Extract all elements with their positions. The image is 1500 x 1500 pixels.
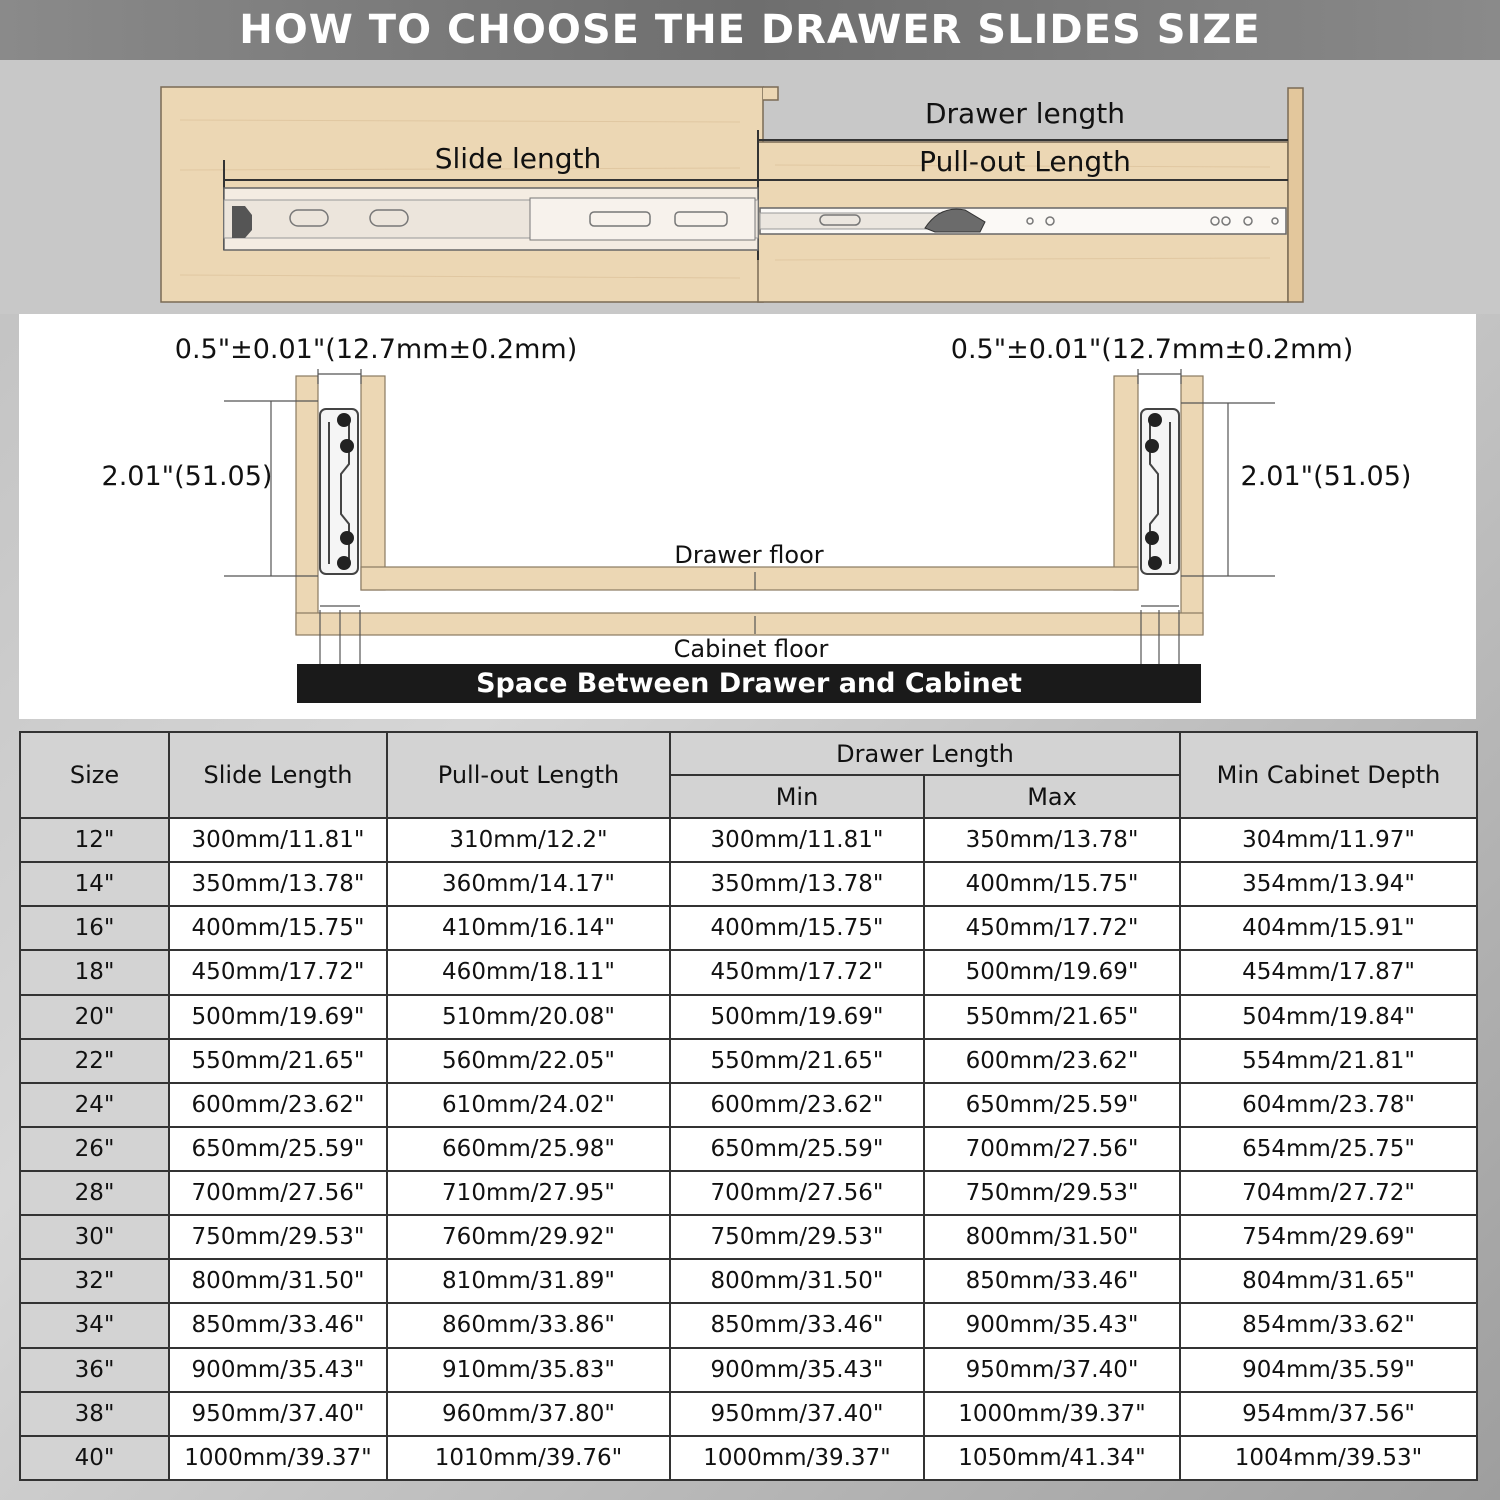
table-cell: 950mm/37.40" bbox=[169, 1392, 387, 1436]
cabinet-floor-label: Cabinet floor bbox=[673, 635, 829, 663]
table-cell: 750mm/29.53" bbox=[670, 1215, 924, 1259]
table-row bbox=[20, 1127, 1477, 1171]
table-cell: 650mm/25.59" bbox=[670, 1127, 924, 1171]
right-slide-profile bbox=[1141, 409, 1179, 574]
table-cell: 460mm/18.11" bbox=[387, 950, 670, 994]
table-cell: 954mm/37.56" bbox=[1180, 1392, 1477, 1436]
table-cell: 310mm/12.2" bbox=[387, 818, 670, 862]
header-min-cabinet-depth: Min Cabinet Depth bbox=[1180, 732, 1477, 818]
table-cell: 800mm/31.50" bbox=[670, 1259, 924, 1303]
table-cell: 560mm/22.05" bbox=[387, 1039, 670, 1083]
header-size: Size bbox=[20, 732, 169, 818]
table-row bbox=[20, 950, 1477, 994]
table-cell: 810mm/31.89" bbox=[387, 1259, 670, 1303]
table-cell: 800mm/31.50" bbox=[924, 1215, 1180, 1259]
table-row bbox=[20, 1171, 1477, 1215]
table-cell: 700mm/27.56" bbox=[169, 1171, 387, 1215]
table-cell: 904mm/35.59" bbox=[1180, 1348, 1477, 1392]
table-cell: 900mm/35.43" bbox=[670, 1348, 924, 1392]
table-cell: 354mm/13.94" bbox=[1180, 862, 1477, 906]
page-title: HOW TO CHOOSE THE DRAWER SLIDES SIZE bbox=[0, 0, 1500, 60]
left-height-label: 2.01"(51.05) bbox=[101, 461, 273, 492]
table-cell: 860mm/33.86" bbox=[387, 1303, 670, 1347]
table-row bbox=[20, 1259, 1477, 1303]
table-cell: 400mm/15.75" bbox=[924, 862, 1180, 906]
table-cell: 900mm/35.43" bbox=[924, 1303, 1180, 1347]
table-cell: 850mm/33.46" bbox=[169, 1303, 387, 1347]
right-cabinet-wall bbox=[1181, 376, 1203, 634]
table-cell: 350mm/13.78" bbox=[670, 862, 924, 906]
table-row bbox=[20, 1215, 1477, 1259]
table-row bbox=[20, 906, 1477, 950]
header-drawer-length: Drawer Length bbox=[670, 732, 1180, 775]
left-slide-profile bbox=[320, 409, 358, 574]
table-cell: 500mm/19.69" bbox=[169, 995, 387, 1039]
table-cell: 450mm/17.72" bbox=[670, 950, 924, 994]
left-drawer-wall bbox=[361, 376, 385, 590]
table-cell: 404mm/15.91" bbox=[1180, 906, 1477, 950]
table-cell: 754mm/29.69" bbox=[1180, 1215, 1477, 1259]
table-cell: 350mm/13.78" bbox=[924, 818, 1180, 862]
table-cell: 610mm/24.02" bbox=[387, 1083, 670, 1127]
drawer-floor bbox=[361, 567, 1138, 590]
table-row bbox=[20, 1039, 1477, 1083]
table-cell: 660mm/25.98" bbox=[387, 1127, 670, 1171]
table-cell: 450mm/17.72" bbox=[169, 950, 387, 994]
size-cell: 32" bbox=[20, 1259, 169, 1303]
table-cell: 760mm/29.92" bbox=[387, 1215, 670, 1259]
table-row bbox=[20, 1303, 1477, 1347]
table-cell: 650mm/25.59" bbox=[924, 1083, 1180, 1127]
table-cell: 300mm/11.81" bbox=[670, 818, 924, 862]
left-cabinet-wall bbox=[296, 376, 318, 634]
size-cell: 22" bbox=[20, 1039, 169, 1083]
table-row bbox=[20, 995, 1477, 1039]
table-cell: 500mm/19.69" bbox=[924, 950, 1180, 994]
table-cell: 650mm/25.59" bbox=[169, 1127, 387, 1171]
table-cell: 350mm/13.78" bbox=[169, 862, 387, 906]
table-cell: 504mm/19.84" bbox=[1180, 995, 1477, 1039]
size-cell: 36" bbox=[20, 1348, 169, 1392]
table-cell: 1010mm/39.76" bbox=[387, 1436, 670, 1480]
size-cell: 14" bbox=[20, 862, 169, 906]
drawer-floor-label: Drawer floor bbox=[674, 541, 824, 569]
space-banner-label: Space Between Drawer and Cabinet bbox=[476, 668, 1022, 699]
table-row bbox=[20, 862, 1477, 906]
table-cell: 910mm/35.83" bbox=[387, 1348, 670, 1392]
table-cell: 600mm/23.62" bbox=[670, 1083, 924, 1127]
header-slide-length: Slide Length bbox=[169, 732, 387, 818]
table-cell: 600mm/23.62" bbox=[924, 1039, 1180, 1083]
table-cell: 654mm/25.75" bbox=[1180, 1127, 1477, 1171]
table-cell: 850mm/33.46" bbox=[670, 1303, 924, 1347]
cross-section-diagram bbox=[19, 314, 1476, 719]
table-cell: 960mm/37.80" bbox=[387, 1392, 670, 1436]
table-cell: 400mm/15.75" bbox=[169, 906, 387, 950]
cross-section-panel bbox=[19, 314, 1476, 719]
table-cell: 1000mm/39.37" bbox=[670, 1436, 924, 1480]
table-cell: 950mm/37.40" bbox=[670, 1392, 924, 1436]
table-row bbox=[20, 1436, 1477, 1480]
left-gap-label: 0.5"±0.01"(12.7mm±0.2mm) bbox=[174, 334, 578, 365]
table-cell: 550mm/21.65" bbox=[169, 1039, 387, 1083]
table-cell: 704mm/27.72" bbox=[1180, 1171, 1477, 1215]
cabinet-floor bbox=[296, 613, 1203, 635]
table-cell: 854mm/33.62" bbox=[1180, 1303, 1477, 1347]
header-max: Max bbox=[924, 775, 1180, 818]
table-cell: 850mm/33.46" bbox=[924, 1259, 1180, 1303]
size-cell: 20" bbox=[20, 995, 169, 1039]
size-cell: 16" bbox=[20, 906, 169, 950]
table-cell: 700mm/27.56" bbox=[670, 1171, 924, 1215]
table-cell: 400mm/15.75" bbox=[670, 906, 924, 950]
size-spec-table bbox=[19, 731, 1478, 1481]
size-cell: 30" bbox=[20, 1215, 169, 1259]
table-cell: 554mm/21.81" bbox=[1180, 1039, 1477, 1083]
size-cell: 18" bbox=[20, 950, 169, 994]
table-cell: 304mm/11.97" bbox=[1180, 818, 1477, 862]
header-min: Min bbox=[670, 775, 924, 818]
table-cell: 450mm/17.72" bbox=[924, 906, 1180, 950]
table-row bbox=[20, 1348, 1477, 1392]
table-cell: 1004mm/39.53" bbox=[1180, 1436, 1477, 1480]
table-cell: 1050mm/41.34" bbox=[924, 1436, 1180, 1480]
table-cell: 800mm/31.50" bbox=[169, 1259, 387, 1303]
table-row bbox=[20, 1083, 1477, 1127]
table-cell: 700mm/27.56" bbox=[924, 1127, 1180, 1171]
table-row bbox=[20, 1392, 1477, 1436]
size-cell: 24" bbox=[20, 1083, 169, 1127]
drawer-front-panel bbox=[1288, 88, 1303, 302]
table-cell: 604mm/23.78" bbox=[1180, 1083, 1477, 1127]
table-cell: 950mm/37.40" bbox=[924, 1348, 1180, 1392]
table-cell: 500mm/19.69" bbox=[670, 995, 924, 1039]
size-cell: 12" bbox=[20, 818, 169, 862]
pullout-length-label: Pull-out Length bbox=[919, 145, 1131, 178]
table-cell: 360mm/14.17" bbox=[387, 862, 670, 906]
table-cell: 454mm/17.87" bbox=[1180, 950, 1477, 994]
size-cell: 28" bbox=[20, 1171, 169, 1215]
table-cell: 1000mm/39.37" bbox=[924, 1392, 1180, 1436]
table-cell: 550mm/21.65" bbox=[924, 995, 1180, 1039]
table-cell: 300mm/11.81" bbox=[169, 818, 387, 862]
slide-length-label: Slide length bbox=[434, 142, 602, 175]
table-cell: 510mm/20.08" bbox=[387, 995, 670, 1039]
size-cell: 34" bbox=[20, 1303, 169, 1347]
size-cell: 38" bbox=[20, 1392, 169, 1436]
table-row bbox=[20, 818, 1477, 862]
table-cell: 1000mm/39.37" bbox=[169, 1436, 387, 1480]
size-cell: 26" bbox=[20, 1127, 169, 1171]
table-cell: 550mm/21.65" bbox=[670, 1039, 924, 1083]
table-cell: 750mm/29.53" bbox=[169, 1215, 387, 1259]
table-cell: 410mm/16.14" bbox=[387, 906, 670, 950]
right-drawer-wall bbox=[1114, 376, 1138, 590]
table-cell: 600mm/23.62" bbox=[169, 1083, 387, 1127]
table-cell: 710mm/27.95" bbox=[387, 1171, 670, 1215]
drawer-length-label: Drawer length bbox=[924, 97, 1126, 130]
size-cell: 40" bbox=[20, 1436, 169, 1480]
table-cell: 804mm/31.65" bbox=[1180, 1259, 1477, 1303]
table-cell: 750mm/29.53" bbox=[924, 1171, 1180, 1215]
header-pullout-length: Pull-out Length bbox=[387, 732, 670, 818]
slide-extension-diagram bbox=[0, 60, 1500, 314]
right-gap-label: 0.5"±0.01"(12.7mm±0.2mm) bbox=[950, 334, 1354, 365]
right-height-label: 2.01"(51.05) bbox=[1240, 461, 1412, 492]
table-cell: 900mm/35.43" bbox=[169, 1348, 387, 1392]
